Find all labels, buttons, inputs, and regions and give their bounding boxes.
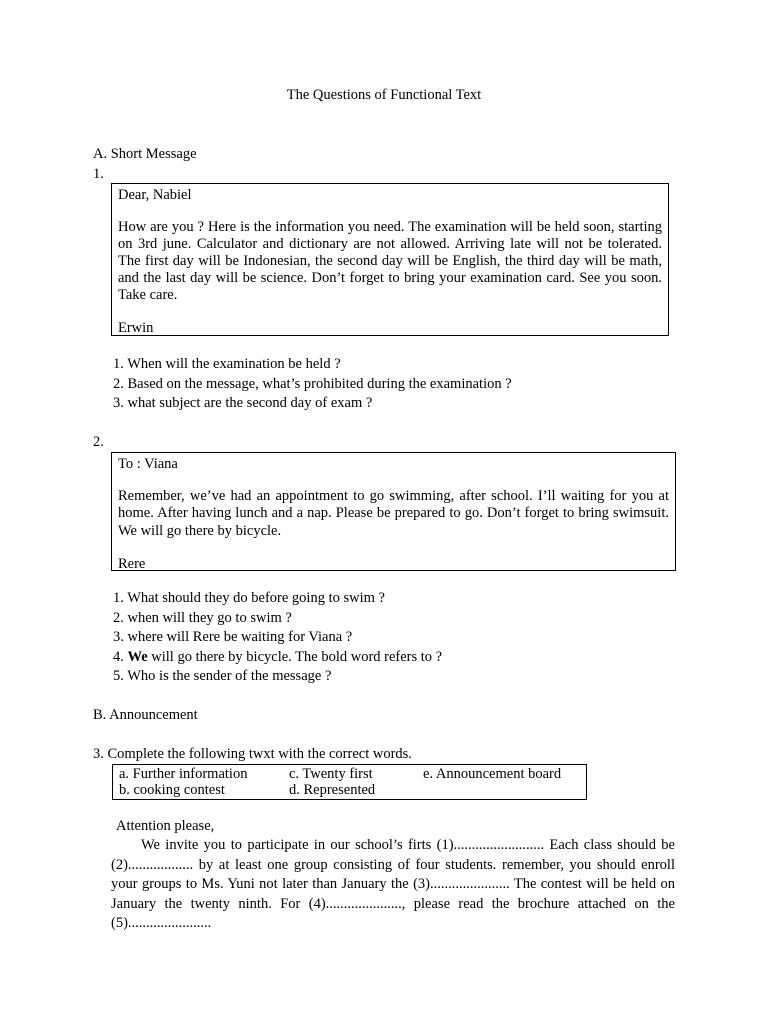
attention-line: Attention please,	[116, 818, 215, 834]
option-e: e. Announcement board	[423, 766, 562, 782]
option-a: a. Further information	[119, 766, 248, 782]
page-title: The Questions of Functional Text	[286, 87, 482, 103]
question-item: 2. Based on the message, what’s prohibited during the examination ?	[113, 375, 512, 392]
message-sender: Erwin	[118, 320, 154, 337]
question-item: 1. When will the examination be held ?	[113, 356, 341, 372]
message-box-2	[111, 452, 676, 571]
message-body: Remember, we’ve had an appointment to go swimming, after school. I’ll waiting for you at home. After having lunch and a nap. Please be prepared to go. Don’t forget to bring swimsuit. We will go there by bicycle.	[118, 488, 669, 539]
message-greeting: Dear, Nabiel	[118, 187, 192, 203]
message-sender: Rere	[118, 555, 146, 572]
option-c: c. Twenty first	[289, 766, 373, 782]
item-number-2: 2.	[93, 434, 104, 450]
message-box-1	[111, 183, 669, 336]
question-list-1	[113, 355, 512, 414]
question-list-2	[113, 589, 442, 687]
option-b: b. cooking contest	[119, 782, 225, 798]
message-body: How are you ? Here is the information you need. The examination will be held soon, starting on 3rd june. Calculator and dictionary are not allowed. Arriving late will not be tolerated. The first day will be Indonesian, the second day will be English, the third day will be math, and the last day will be science. Don’t forget to bring your examination card. See you soon. Take care.	[118, 219, 662, 304]
question-3-instruction: 3. Complete the following twxt with the correct words.	[93, 746, 412, 762]
question-item: 2. when will they go to swim ?	[113, 609, 292, 626]
question-item: 3. where will Rere be waiting for Viana ?	[113, 629, 353, 646]
question-item-bold: 4. We will go there by bicycle. The bold word refers to ?	[113, 648, 443, 665]
paragraph-text: We invite you to participate in our school’s firts (1)......................... Each class should be (2).................. by at least one group consisting of four students. remember, you should enroll your groups to Ms. Yuni not later than January the (3)...................... The contest will be held on January the twenty ninth. For (4)....................., please read the brochure attached on the (5).......................	[111, 837, 675, 932]
section-b-heading: B. Announcement	[93, 707, 198, 723]
item-number-1: 1.	[93, 166, 104, 182]
options-box	[112, 764, 587, 800]
question-item: 5. Who is the sender of the message ?	[113, 668, 332, 685]
bold-word: We	[127, 648, 148, 665]
message-greeting: To : Viana	[118, 456, 178, 472]
question-item: 1. What should they do before going to swim ?	[113, 590, 385, 606]
question-item: 3. what subject are the second day of exam ?	[113, 395, 373, 412]
section-a-heading: A. Short Message	[93, 146, 197, 162]
option-d: d. Represented	[289, 782, 376, 798]
announcement-paragraph	[111, 836, 675, 934]
